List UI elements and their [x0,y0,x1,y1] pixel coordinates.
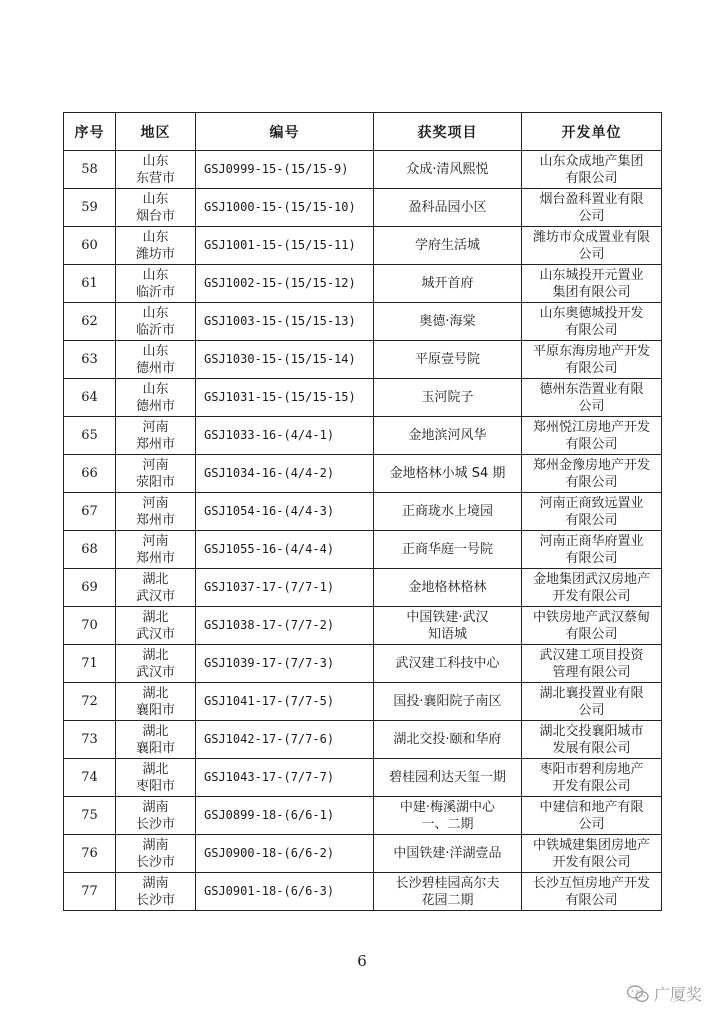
cell-region: 湖南 长沙市 [116,835,196,873]
cell-project: 中建·梅溪湖中心 一、二期 [374,797,522,835]
cell-region: 湖北 枣阳市 [116,759,196,797]
cell-code: GSJ0901-18-(6/6-3) [196,873,374,911]
cell-code: GSJ1054-16-(4/4-3) [196,493,374,531]
cell-region: 河南 荥阳市 [116,455,196,493]
cell-project: 奥德·海棠 [374,303,522,341]
table-row [64,683,662,721]
cell-number: 60 [64,227,116,265]
header-number: 序号 [64,113,116,151]
cell-code: GSJ1037-17-(7/7-1) [196,569,374,607]
cell-developer: 河南正商华府置业 有限公司 [522,531,662,569]
cell-developer: 湖北交投襄阳城市 发展有限公司 [522,721,662,759]
table-row [64,341,662,379]
cell-developer: 潍坊市众成置业有限 公司 [522,227,662,265]
cell-code: GSJ1002-15-(15/15-12) [196,265,374,303]
cell-project: 中国铁建·洋湖壹品 [374,835,522,873]
cell-region: 湖北 武汉市 [116,645,196,683]
cell-code: GSJ1043-17-(7/7-7) [196,759,374,797]
table-row [64,417,662,455]
cell-number: 70 [64,607,116,645]
header-code: 编号 [196,113,374,151]
cell-number: 65 [64,417,116,455]
cell-region: 河南 郑州市 [116,531,196,569]
cell-number: 69 [64,569,116,607]
table-row [64,379,662,417]
cell-developer: 德州东浩置业有限 公司 [522,379,662,417]
cell-code: GSJ1039-17-(7/7-3) [196,645,374,683]
watermark-text: 广厦奖 [653,985,702,1004]
cell-project: 学府生活城 [374,227,522,265]
cell-project: 盈科品园小区 [374,189,522,227]
cell-developer: 河南正商致远置业 有限公司 [522,493,662,531]
cell-project: 长沙碧桂园高尔夫 花园二期 [374,873,522,911]
cell-developer: 烟台盈科置业有限 公司 [522,189,662,227]
cell-code: GSJ1038-17-(7/7-2) [196,607,374,645]
cell-developer: 湖北襄投置业有限 公司 [522,683,662,721]
cell-project: 正商华庭一号院 [374,531,522,569]
cell-code: GSJ0900-18-(6/6-2) [196,835,374,873]
table-row [64,265,662,303]
table-row [64,835,662,873]
cell-region: 湖北 襄阳市 [116,683,196,721]
cell-region: 湖南 长沙市 [116,873,196,911]
cell-number: 74 [64,759,116,797]
table-row [64,569,662,607]
cell-region: 河南 郑州市 [116,493,196,531]
cell-number: 63 [64,341,116,379]
cell-region: 河南 郑州市 [116,417,196,455]
cell-project: 城开首府 [374,265,522,303]
table-row [64,303,662,341]
cell-region: 山东 德州市 [116,379,196,417]
header-row [64,113,662,151]
table-row [64,607,662,645]
cell-project: 国投·襄阳院子南区 [374,683,522,721]
table-row [64,645,662,683]
cell-project: 金地滨河风华 [374,417,522,455]
table-row [64,797,662,835]
cell-region: 山东 东营市 [116,151,196,189]
cell-project: 金地格林格林 [374,569,522,607]
cell-region: 湖北 武汉市 [116,569,196,607]
cell-number: 77 [64,873,116,911]
table-row [64,151,662,189]
cell-region: 湖南 长沙市 [116,797,196,835]
cell-developer: 武汉建工项目投资 管理有限公司 [522,645,662,683]
cell-region: 湖北 襄阳市 [116,721,196,759]
cell-developer: 郑州悦江房地产开发 有限公司 [522,417,662,455]
cell-project: 正商珑水上境园 [374,493,522,531]
header-project: 获奖项目 [374,113,522,151]
cell-code: GSJ0899-18-(6/6-1) [196,797,374,835]
cell-developer: 郑州金豫房地产开发 有限公司 [522,455,662,493]
cell-number: 73 [64,721,116,759]
cell-developer: 山东奥德城投开发 有限公司 [522,303,662,341]
cell-code: GSJ1003-15-(15/15-13) [196,303,374,341]
cell-developer: 平原东海房地产开发 有限公司 [522,341,662,379]
cell-number: 64 [64,379,116,417]
cell-region: 山东 德州市 [116,341,196,379]
cell-code: GSJ1001-15-(15/15-11) [196,227,374,265]
cell-code: GSJ1042-17-(7/7-6) [196,721,374,759]
cell-developer: 中铁城建集团房地产 开发有限公司 [522,835,662,873]
cell-code: GSJ0999-15-(15/15-9) [196,151,374,189]
table-row [64,189,662,227]
cell-project: 碧桂园利达天玺一期 [374,759,522,797]
table-row [64,493,662,531]
cell-project: 众成·清风熙悦 [374,151,522,189]
cell-number: 71 [64,645,116,683]
cell-code: GSJ1034-16-(4/4-2) [196,455,374,493]
cell-number: 68 [64,531,116,569]
cell-project: 平原壹号院 [374,341,522,379]
header-developer: 开发单位 [522,113,662,151]
table-row [64,455,662,493]
cell-number: 72 [64,683,116,721]
cell-number: 62 [64,303,116,341]
watermark [626,982,702,1005]
page-number: 6 [357,952,367,970]
cell-number: 66 [64,455,116,493]
table-row [64,721,662,759]
cell-code: GSJ1055-16-(4/4-4) [196,531,374,569]
cell-project: 中国铁建·武汉 知语城 [374,607,522,645]
cell-project: 金地格林小城 S4 期 [374,455,522,493]
cell-project: 武汉建工科技中心 [374,645,522,683]
header-region: 地区 [116,113,196,151]
cell-developer: 枣阳市碧利房地产 开发有限公司 [522,759,662,797]
cell-code: GSJ1033-16-(4/4-1) [196,417,374,455]
wechat-icon [626,984,650,1004]
cell-region: 山东 临沂市 [116,303,196,341]
table-row [64,873,662,911]
table-row [64,759,662,797]
table-header [64,113,662,151]
table-row [64,227,662,265]
cell-number: 61 [64,265,116,303]
cell-code: GSJ1031-15-(15/15-15) [196,379,374,417]
awards-table [63,112,662,911]
cell-number: 75 [64,797,116,835]
table-body [64,151,662,911]
cell-developer: 中铁房地产武汉蔡甸 有限公司 [522,607,662,645]
cell-developer: 中建信和地产有限 公司 [522,797,662,835]
cell-developer: 山东城投开元置业 集团有限公司 [522,265,662,303]
cell-number: 59 [64,189,116,227]
cell-developer: 山东众成地产集团 有限公司 [522,151,662,189]
cell-code: GSJ1000-15-(15/15-10) [196,189,374,227]
cell-code: GSJ1041-17-(7/7-5) [196,683,374,721]
cell-developer: 金地集团武汉房地产 开发有限公司 [522,569,662,607]
cell-developer: 长沙互恒房地产开发 有限公司 [522,873,662,911]
cell-region: 山东 烟台市 [116,189,196,227]
cell-number: 58 [64,151,116,189]
cell-project: 玉河院子 [374,379,522,417]
cell-number: 76 [64,835,116,873]
cell-code: GSJ1030-15-(15/15-14) [196,341,374,379]
cell-region: 山东 临沂市 [116,265,196,303]
cell-number: 67 [64,493,116,531]
cell-region: 山东 潍坊市 [116,227,196,265]
cell-region: 湖北 武汉市 [116,607,196,645]
table-row [64,531,662,569]
cell-project: 湖北交投·颐和华府 [374,721,522,759]
